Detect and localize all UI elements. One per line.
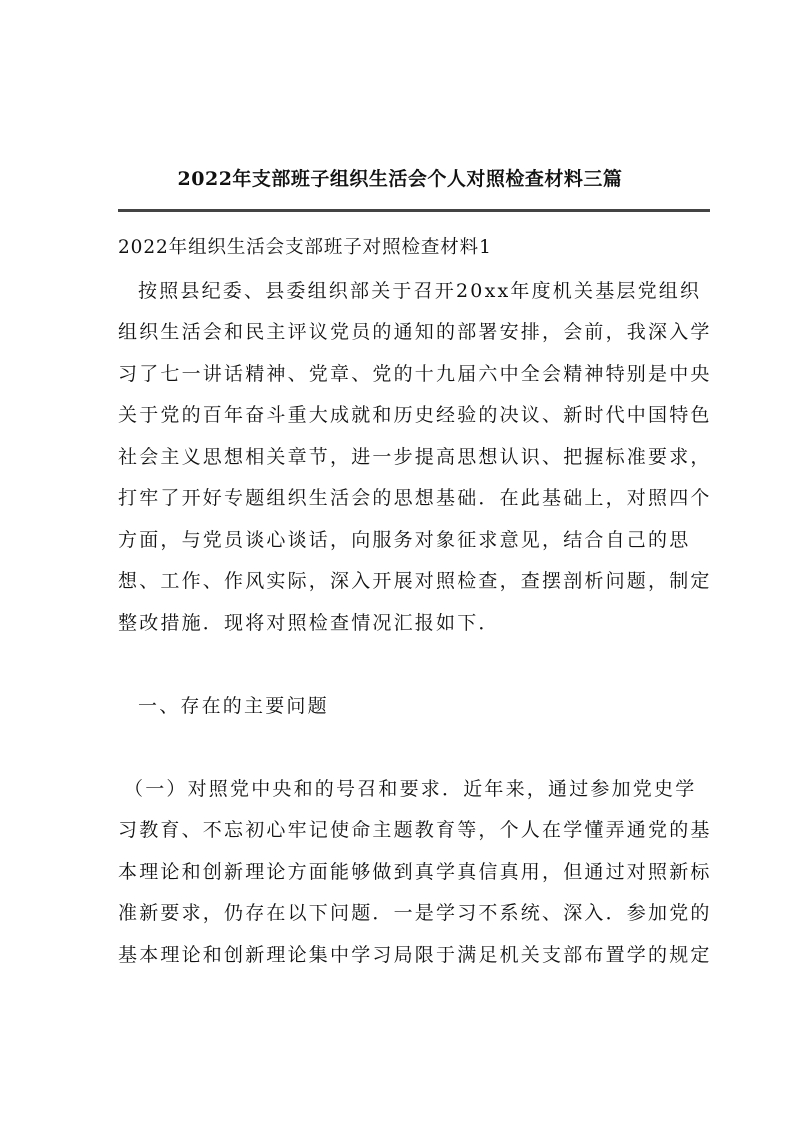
paragraph-line: 组织生活会和民主评议党员的通知的部署安排，会前，我深入学 — [118, 321, 712, 343]
paragraph-line: （一）对照党中央和的号召和要求．近年来，通过参加党史学 — [124, 778, 697, 800]
section-heading: 一、存在的主要问题 — [138, 695, 329, 717]
paragraph-line: 按照县纪委、县委组织部关于召开20xx年度机关基层党组织 — [138, 280, 702, 302]
paragraph-line: 打牢了开好专题组织生活会的思想基础．在此基础上，对照四个 — [118, 487, 712, 509]
section-subtitle: 2022年组织生活会支部班子对照检查材料1 — [118, 237, 492, 258]
paragraph-line: 社会主义思想相关章节，进一步提高思想认识、把握标准要求， — [118, 446, 712, 468]
document-title: 2022年支部班子组织生活会个人对照检查材料三篇 — [177, 168, 623, 190]
paragraph-line: 整改措施．现将对照检查情况汇报如下． — [118, 612, 500, 634]
paragraph-line: 关于党的百年奋斗重大成就和历史经验的决议、新时代中国特色 — [118, 404, 712, 426]
paragraph-line: 习了七一讲话精神、党章、党的十九届六中全会精神特别是中央 — [118, 363, 712, 385]
paragraph-line: 想、工作、作风实际，深入开展对照检查，查摆剖析问题，制定 — [118, 570, 712, 592]
paragraph-line: 基本理论和创新理论集中学习局限于满足机关支部布置学的规定 — [118, 944, 712, 966]
paragraph-line: 方面，与党员谈心谈话，向服务对象征求意见，结合自己的思 — [118, 529, 691, 551]
paragraph-line: 本理论和创新理论方面能够做到真学真信真用，但通过对照新标 — [118, 861, 712, 883]
paragraph-line: 准新要求，仍存在以下问题．一是学习不系统、深入．参加党的 — [118, 902, 712, 924]
title-divider — [118, 209, 710, 212]
paragraph-line: 习教育、不忘初心牢记使命主题教育等，个人在学懂弄通党的基 — [118, 819, 712, 841]
